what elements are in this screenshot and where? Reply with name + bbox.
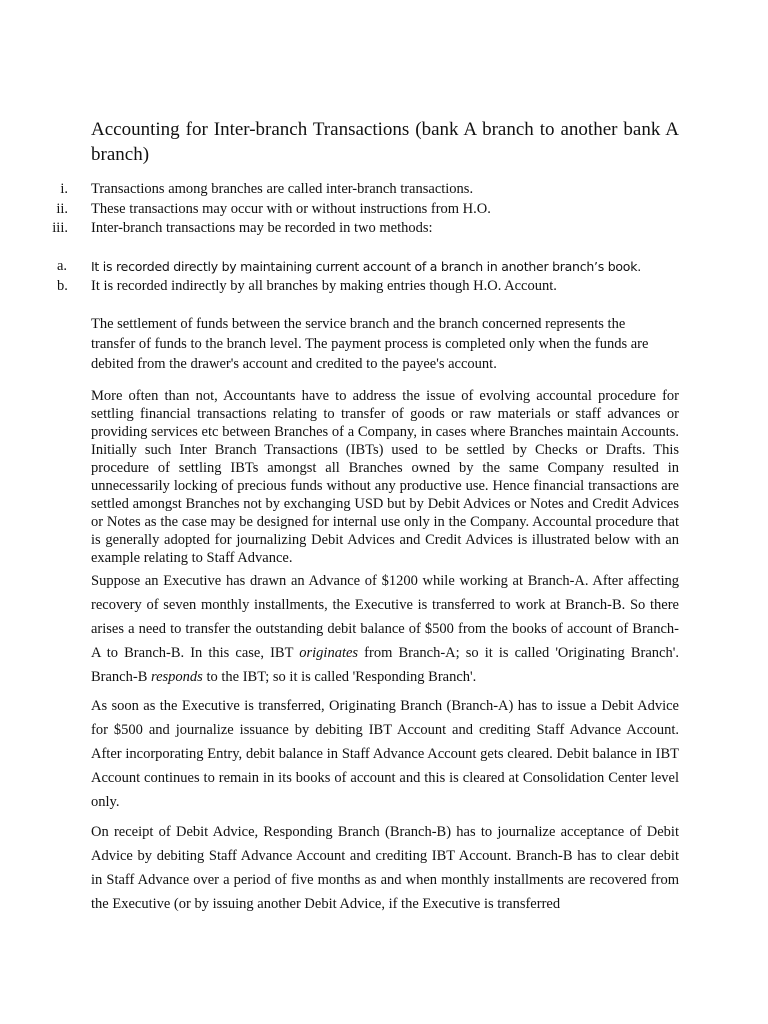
- list-item-text: Transactions among branches are called inter-branch transactions.: [91, 181, 474, 197]
- list-item-text: It is recorded directly by maintaining current account of a branch in another branch’s book.: [91, 259, 641, 274]
- list-item: [0, 257, 700, 277]
- list-marker: ii.: [56, 200, 68, 217]
- paragraph-text: to the IBT; so it is called 'Responding Branch'.: [202, 669, 477, 685]
- paragraph-accountal-procedure: More often than not, Accountants have to address the issue of evolving accountal procedure for settling financial transactions relating to transfer of goods or raw materials or staff advances or providing services etc between Branches of a Company, in cases where Branches maintain Accounts. Initially such Inter Branch Transactions (IBTs) used to be settled by Checks or Drafts. This procedure of settling IBTs amongst all Branches owned by the same Company resulted in unnecessarily locking of precious funds without any productive use. Hence financial transactions are settled amongst Branches not by exchanging USD but by Debit Advices or Notes and Credit Advices or Notes as the case may be designed for internal use only in the Company. Accountal procedure that is generally adopted for journalizing Debit Advices and Credit Advices is illustrated below with an example relating to Staff Advance.: [91, 388, 679, 566]
- list-item-text: It is recorded indirectly by all branches by making entries though H.O. Account.: [91, 277, 557, 294]
- list-item: [0, 277, 700, 297]
- list-marker: b.: [57, 277, 68, 294]
- roman-numeral-list: [0, 180, 700, 239]
- paragraph-example: [91, 569, 679, 689]
- list-item: [0, 180, 700, 200]
- list-marker: iii.: [52, 220, 68, 236]
- paragraph-responding-branch: On receipt of Debit Advice, Responding Branch (Branch-B) has to journalize acceptance of Debit Advice by debiting Staff Advance Account and crediting IBT Account. Branch-B has to clear debit in Staff Advance over a period of five months as and when monthly installments are recovered from the Executive (or by issuing another Debit Advice, if the Executive is transferred: [91, 824, 679, 912]
- list-item: [0, 200, 700, 220]
- list-item-text: Inter-branch transactions may be recorded in two methods:: [91, 220, 433, 236]
- paragraph-settlement: The settlement of funds between the service branch and the branch concerned represents the transfer of funds to the branch level. The payment process is completed only when the funds are debited from the drawer's account and credited to the payee's account.: [91, 316, 649, 372]
- emphasis-responds: responds: [151, 669, 203, 685]
- list-marker: i.: [60, 181, 68, 197]
- list-marker: a.: [57, 258, 68, 274]
- document-title: Accounting for Inter-branch Transactions (bank A branch to another bank A branch): [91, 119, 679, 165]
- paragraph-originating-branch: As soon as the Executive is transferred, Originating Branch (Branch-A) has to issue a Debit Advice for $500 and journalize issuance by debiting IBT Account and crediting Staff Advance Account. After incorporating Entry, debit balance in Staff Advance Account gets cleared. Debit balance in IBT Account continues to remain in its books of account and this is cleared at Consolidation Center level only.: [91, 698, 679, 810]
- paragraph-text: Suppose an Executive has drawn an Advance of $1200 while working at Branch-A. After affecting recovery of seven monthly installments, the Executive is transferred to work at Branch-B. So there arises a need to transfer the outstanding debit balance of $500 from the books of account of Branch-A to Branch-B. In this case, IBT: [91, 573, 679, 661]
- list-item: [0, 219, 700, 239]
- alpha-list: [0, 257, 700, 296]
- paragraph-text: from Branch-A; so it is called 'Originating Branch'. Branch-B: [91, 645, 679, 685]
- emphasis-originates: originates: [299, 645, 359, 661]
- list-item-text: These transactions may occur with or without instructions from H.O.: [91, 200, 491, 217]
